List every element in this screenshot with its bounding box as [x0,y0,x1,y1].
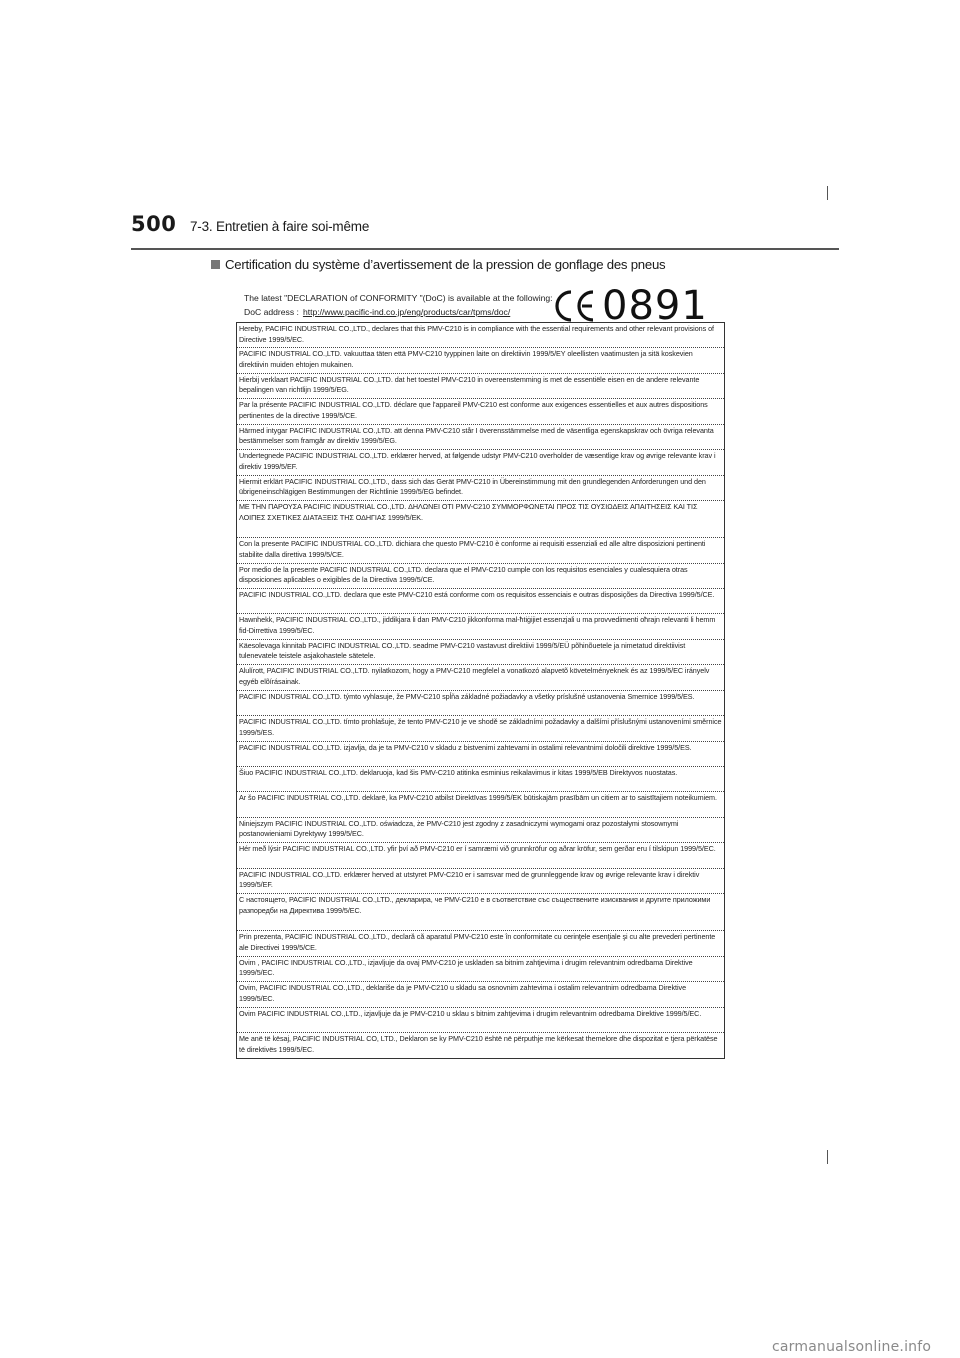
declaration-row: С настоящето, PACIFIC INDUSTRIAL CO.,LTD., декларира, че PMV-C210 е в съответствие със съществените изисквания и другите приложими разпоредби на Директива 1999/5/ЕС. [237,894,724,931]
doc-intro [244,291,553,319]
ce-number: 0891 [602,283,708,329]
subheading-text: Certification du système d’avertissement de la pression de gonflage des pneus [225,257,666,272]
declaration-row: PACIFIC INDUSTRIAL CO.,LTD. vakuuttaa täten että PMV-C210 tyyppinen laite on direktiivin 1999/5/EY oleellisten vaatimusten ja sitä koskevien direktiivin muiden ehtojen mukainen. [237,348,724,373]
declaration-row: Hereby, PACIFIC INDUSTRIAL CO.,LTD., declares that this PMV-C210 is in compliance with the essential requirements and other relevant provisions of Directive 1999/5/EC. [237,323,724,348]
page-number: 500 [131,212,177,236]
declaration-row: Härmed intygar PACIFIC INDUSTRIAL CO.,LTD. att denna PMV-C210 står I överensstämmelse med de väsentliga egenskapskrav och övriga relevanta bestämmelser som framgår av direktiv 1999/5/EG. [237,425,724,450]
declaration-row: Prin prezenta, PACIFIC INDUSTRIAL CO.,LTD., declară că aparatul PMV-C210 este în conformitate cu cerinţele esenţiale şi cu alte prevederi pertinente ale Directivei 1999/5/CE. [237,931,724,956]
bullet-square-icon [211,260,220,269]
doc-address-line [244,305,553,319]
declaration-row: Hiermit erklärt PACIFIC INDUSTRIAL CO.,LTD., dass sich das Gerät PMV-C210 in Übereinstimmung mit den grundlegenden Anforderungen und den übrigeneinschlägigen Bestimmungen der Richtlinie 1999/5/EG befindet. [237,476,724,501]
declaration-row: Niniejszym PACIFIC INDUSTRIAL CO.,LTD. oświadcza, że PMV-C210 jest zgodny z zasadniczymi wymogami oraz pozostałymi stosownymi postanowieniami Dyrektywy 1999/5/EC. [237,818,724,843]
declaration-row: PACIFIC INDUSTRIAL CO.,LTD. erklærer herved at utstyret PMV-C210 er i samsvar med de grunnleggende krav og øvrige relevante krav i direktiv 1999/5/EF. [237,869,724,894]
section-title: 7-3. Entretien à faire soi-même [190,219,370,234]
declaration-row: PACIFIC INDUSTRIAL CO.,LTD. týmto vyhlasuje, že PMV-C210 spĺňa základné požiadavky a všetky príslušné ustanovenia Smernice 1999/5/ES. [237,691,724,716]
declaration-row: Ovim PACIFIC INDUSTRIAL CO.,LTD., izjavljuje da je PMV-C210 u sklau s bitnim zahtjevima i drugim relevantnim odredbama Direktive 1999/5/EC. [237,1008,724,1033]
declaration-row: Con la presente PACIFIC INDUSTRIAL CO.,LTD. dichiara che questo PMV-C210 è conforme ai requisiti essenziali ed alle altre disposizioni pertinenti stabilite dalla direttiva 1999/5/CE. [237,538,724,563]
declaration-row: Undertegnede PACIFIC INDUSTRIAL CO.,LTD. erklærer herved, at følgende udstyr PMV-C210 overholder de væsentlige krav og øvrige relevante krav i direktiv 1999/5/EF. [237,450,724,475]
doc-address-label: DoC address : [244,307,299,317]
declaration-row: Alulírott, PACIFIC INDUSTRIAL CO.,LTD. nyilatkozom, hogy a PMV-C210 megfelel a vonatkozó alapvetõ követelményeknek és az 1999/5/EC irányelv egyéb elõírásainak. [237,665,724,690]
declaration-row: Ovim , PACIFIC INDUSTRIAL CO.,LTD., izjavljuje da ovaj PMV-C210 je uskladen sa bitnim zahtjevima i drugim relevantnim odredbama Direktive 1999/5/EC. [237,957,724,982]
watermark: carmanualsonline.info [772,1339,932,1355]
crop-mark-bottom-right [827,1150,828,1164]
declaration-row: ΜΕ ΤΗΝ ΠΑΡΟΥΣΑ PACIFIC INDUSTRIAL CO.,LTD. ΔΗΛΩΝΕΙ ΟΤΙ PMV-C210 ΣΥΜΜΟΡΦΩΝΕΤΑΙ ΠΡΟΣ ΤΙΣ ΟΥΣΙΩΔΕΙΣ ΑΠΑΙΤΗΣΕΙΣ ΚΑΙ ΤΙΣ ΛΟΙΠΕΣ ΣΧΕΤΙΚΕΣ ΔΙΑΤΑΞΕΙΣ ΤΗΣ ΟΔΗΓΙΑΣ 1999/5/ΕΚ. [237,501,724,538]
crop-mark-top-right [827,186,828,200]
subheading [211,257,665,272]
declaration-row: Ovim, PACIFIC INDUSTRIAL CO.,LTD., deklariše da je PMV-C210 u skladu sa osnovnim zahtevima i ostalim relevantnim odredbama Direktive 1999/5/EC. [237,982,724,1007]
ce-logo-icon [552,289,598,323]
declaration-row: Käesolevaga kinnitab PACIFIC INDUSTRIAL CO.,LTD. seadme PMV-C210 vastavust direktiivi 1999/5/EÜ põhinõuetele ja nimetatud direktiivist tulenevatele teistele asjakohastele sätetele. [237,640,724,665]
declaration-table [236,322,725,1059]
declaration-row: PACIFIC INDUSTRIAL CO.,LTD. tímto prohlašuje, že tento PMV-C210 je ve shodě se základními požadavky a dalšími příslušnými ustanoveními směrnice 1999/5/ES. [237,716,724,741]
declaration-row: PACIFIC INDUSTRIAL CO.,LTD. declara que este PMV-C210 está conforme com os requisitos essenciais e outras disposições da Directiva 1999/5/CE. [237,589,724,614]
declaration-row: Šiuo PACIFIC INDUSTRIAL CO.,LTD. deklaruoja, kad šis PMV-C210 atitinka esminius reikalavimus ir kitas 1999/5/EB Direktyvos nuostatas. [237,767,724,792]
declaration-row: Por medio de la presente PACIFIC INDUSTRIAL CO.,LTD. declara que el PMV-C210 cumple con los requisitos esenciales y cualesquiera otras disposiciones aplicables o exigibles de la Directiva 1999/5/CE. [237,564,724,589]
ce-mark [552,283,708,329]
declaration-row: PACIFIC INDUSTRIAL CO.,LTD. izjavlja, da je ta PMV-C210 v skladu z bistvenimi zahtevami in ostalimi relevantnimi določili direktive 1999/5/ES. [237,742,724,767]
declaration-row: Hér með lýsir PACIFIC INDUSTRIAL CO.,LTD. yfir því að PMV-C210 er í samræmi við grunnkröfur og aðrar kröfur, sem gerðar eru í tilskipun 1999/5/EC. [237,843,724,868]
declaration-row: Me anë të kësaj, PACIFIC INDUSTRIAL CO, LTD., Deklaron se ky PMV-C210 është në përputhje me kërkesat themelore dhe dispozitat e tjera përkatëse të direktivës 1999/5/EC. [239,1033,718,1054]
doc-intro-line: The latest "DECLARATION of CONFORMITY "(DoC) is available at the following: [244,293,553,303]
doc-address-link[interactable]: http://www.pacific-ind.co.jp/eng/products/car/tpms/doc/ [302,307,511,317]
declaration-row: Ar šo PACIFIC INDUSTRIAL CO.,LTD. deklarē, ka PMV-C210 atbilst Direktīvas 1999/5/EK būtiskajām prasībām un citiem ar to saistītajiem noteikumiem. [237,792,724,817]
declaration-row: Hierbij verklaart PACIFIC INDUSTRIAL CO.,LTD. dat het toestel PMV-C210 in overeenstemming is met de essentiële eisen en de andere relevante bepalingen van richtlijn 1999/5/EG. [237,374,724,399]
header-rule [131,248,839,250]
declaration-row: Par la présente PACIFIC INDUSTRIAL CO.,LTD. déclare que l'appareil PMV-C210 est conforme aux exigences essentielles et aux autres dispositions pertinentes de la directive 1999/5/CE. [237,399,724,424]
declaration-row: Hawnhekk, PACIFIC INDUSTRIAL CO.,LTD., jiddikjara li dan PMV-C210 jikkonforma mal-ħtiġijiet essenzjali u ma provvedimenti oħrajn relevanti li hemm fid-Dirrettiva 1999/5/EC. [237,614,724,639]
